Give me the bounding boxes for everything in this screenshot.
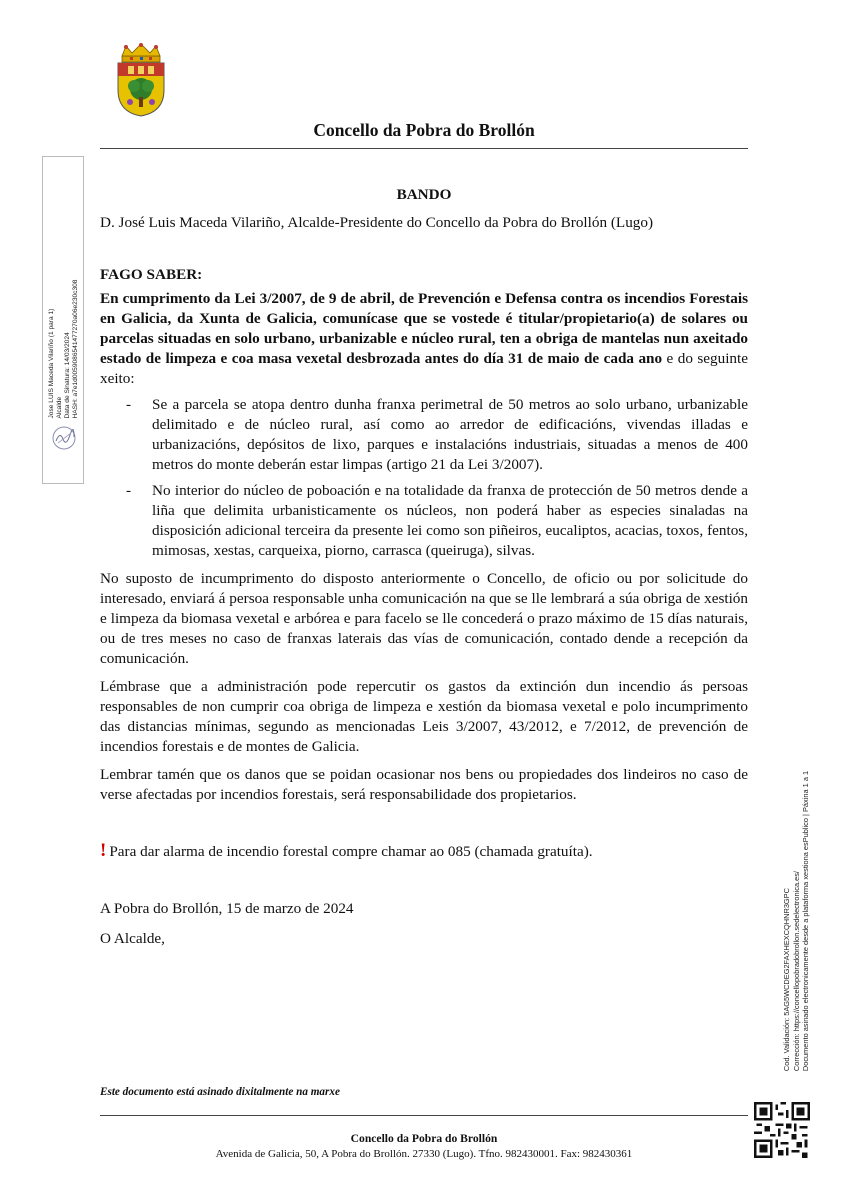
header-divider: [100, 148, 748, 149]
paragraph: Lémbrase que a administración pode repercutir os gastos da extinción dun incendio ás persoas responsables de non cumprir coa obriga de limpeza e xestión da biomasa vexetal e polo incumprimento das distancias mínimas, segundo as mencionadas Leis 3/2007, 43/2012, e 7/2012, de prevención de incendios forestais e de montes de Galicia.: [100, 678, 748, 755]
validation-text: [782, 771, 811, 1071]
paragraph: No suposto de incumprimento do disposto anteriormente o Concello, de oficio ou por solicitude do interesado, enviará á persoa responsable unha comunicación na que se lle lembrará a súa obriga de xestión e limpeza da biomasa vexetal e arbórea e para facelo se lle concederá o prazo máximo de 15 días naturais, ou de tres meses no caso de franxas laterais das vías de comunicación, contado dende a recepción da comunicación.: [100, 570, 748, 667]
alert-icon: !: [100, 840, 107, 861]
org-title: Concello da Pobra do Brollón: [313, 120, 535, 140]
signature-details: [48, 280, 80, 419]
paragraph: Lembrar tamén que os danos que se poidan ocasionar nos bens ou propiedades dos lindeiros no caso de verse afectadas por incendios forestais, será responsabilidade dos propietarios.: [100, 766, 748, 803]
document-title: BANDO: [396, 186, 452, 203]
document-body: [100, 185, 748, 949]
signature-line: HASH: a7e1d0059086541477270a06e230c308: [72, 279, 79, 419]
intro-paragraph: [100, 289, 748, 389]
list-item-text: No interior do núcleo de poboación e na totalidade da franxa de protección de 50 metros dende a liña que delimita urbanisticamente os núcleos, non poderá haber as especies sinaladas na disposición adicional terceira da presente lei como son piñeiros, eucaliptos, acacias, toxos, fentos, mimosas, xestas, carqueixa, piorno, carrasca (queiruga), silvas.: [152, 482, 748, 559]
signature-line: Alcalde: [56, 396, 63, 419]
footer-address: Avenida de Galicia, 50, A Pobra do Brollón. 27330 (Lugo). Tfno. 982430001. Fax: 982430361: [215, 1148, 633, 1160]
signatory: O Alcalde,: [100, 930, 165, 947]
validation-line: Corrección: https://concellopobradobrollon.sedelectronica.es/: [791, 871, 801, 1072]
signature-line: Jose LUIS Maceda Vilariño (1 para 1): [48, 308, 55, 419]
fago-saber-heading: FAGO SABER:: [100, 266, 203, 283]
coat-of-arms-icon: [110, 42, 172, 118]
bullet-mark: -: [126, 482, 132, 499]
digital-signature-note: Este documento está asinado dixitalmente na marxe: [100, 1086, 340, 1098]
footer-org-name: Concello da Pobra do Brollón: [350, 1132, 498, 1145]
alarm-notice: [100, 841, 748, 862]
signature-line: Data de Sinatura: 14/03/2024: [64, 332, 71, 419]
footer: [100, 1132, 748, 1162]
validation-line: Documento asinado electronicamente desde a plataforma xestiona esPublico | Páxina 1 a 1: [800, 770, 810, 1072]
signature-stamp-icon: [51, 425, 77, 451]
list-item: [100, 395, 748, 475]
issuer-line: D. José Luis Maceda Vilariño, Alcalde-Presidente do Concello da Pobra do Brollón (Lugo): [100, 214, 654, 231]
intro-rest-text: e do seguinte xeito:: [100, 350, 748, 387]
qr-code-icon: [754, 1102, 810, 1158]
list-item: [100, 481, 748, 561]
list-item-text: Se a parcela se atopa dentro dunha franxa perimetral de 50 metros ao solo urbano, urbanizable delimitado e de núcleo rural, así como ao arredor de edificacións, vivendas illadas e urbanizacións, depósitos de lixo, parques e instalacións industriais, situadas a menos de 400 metros do monte deberán estar limpas (artigo 21 da Lei 3/2007).: [152, 396, 748, 473]
intro-bold-text: En cumprimento da Lei 3/2007, de 9 de abril, de Prevención e Defensa contra os incendios Forestais en Galicia, da Xunta de Galicia, comunícase que se vostede é titular/propietario(a) de solares ou parcelas situadas en solo urbano, urbanizable e núcleo rural, ten a obriga de mantelas nun axeitado estado de limpeza e coa masa vexetal desbrozada antes do día 31 de maio de cada ano: [100, 290, 748, 367]
bullet-mark: -: [126, 396, 132, 413]
alarm-text: Para dar alarma de incendio forestal compre chamar ao 085 (chamada gratuíta).: [109, 843, 593, 860]
footer-divider: [100, 1115, 748, 1116]
place-date: A Pobra do Brollón, 15 de marzo de 2024: [100, 900, 354, 917]
signature-box: [42, 156, 84, 484]
validation-line: Cod. Validación: 5AG5WCDEG2FAXHEXCQHNR3GPC: [781, 888, 791, 1072]
